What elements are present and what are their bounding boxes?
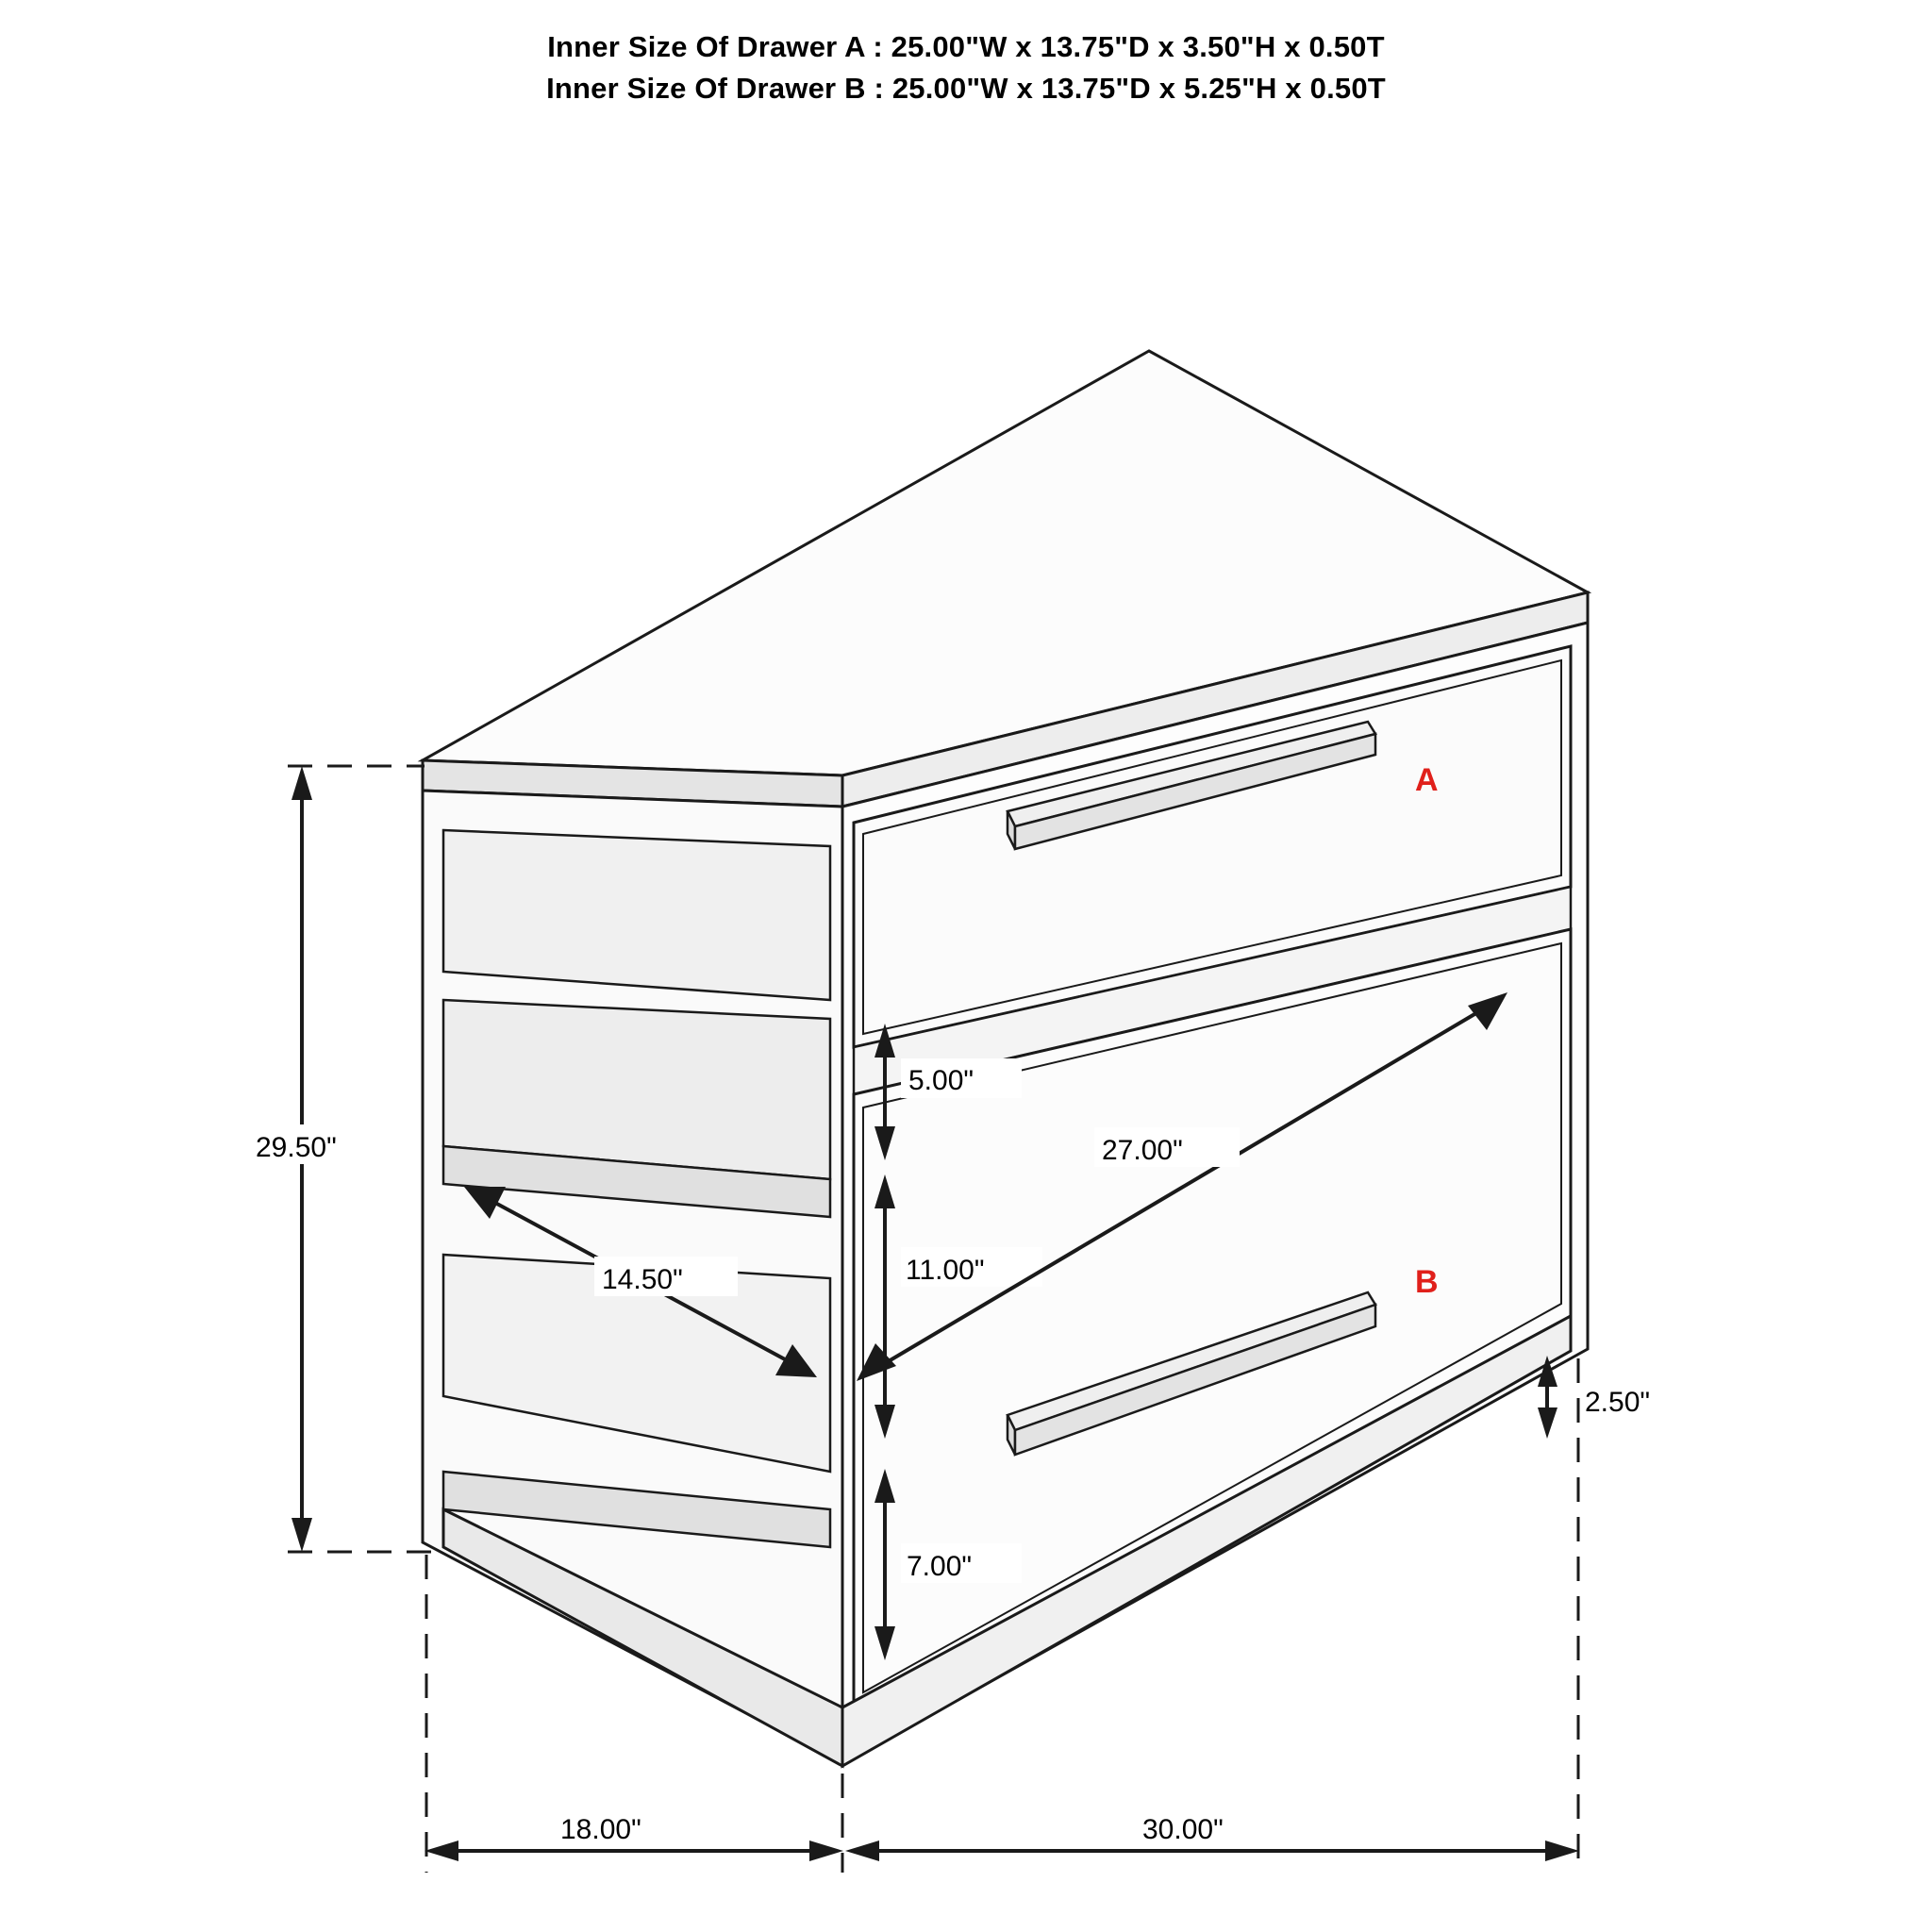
dim-label-base-height: 2.50" bbox=[1585, 1387, 1651, 1418]
dimension-total-height bbox=[241, 766, 439, 1552]
dim-label-drawer-a-inner: 5.00" bbox=[908, 1065, 974, 1096]
dim-label-depth: 18.00" bbox=[560, 1814, 641, 1845]
dim-label-interior-depth: 14.50" bbox=[602, 1264, 683, 1295]
arrow-left-30 bbox=[845, 1840, 879, 1861]
header-line-drawer-b: Inner Size Of Drawer B : 25.00"W x 13.75"D x 5.25"H x 0.50T bbox=[546, 72, 1386, 105]
dimension-base-height bbox=[1538, 1356, 1650, 1873]
drawer-a-label: A bbox=[1415, 762, 1439, 798]
arrow-down-29 bbox=[291, 1518, 312, 1552]
arrow-left-18 bbox=[425, 1840, 458, 1861]
arrow-up-29 bbox=[291, 766, 312, 800]
dim-label-total-height: 29.50" bbox=[256, 1132, 337, 1163]
dim-label-drawer-b-front: 7.00" bbox=[907, 1551, 973, 1582]
dim-label-width: 30.00" bbox=[1142, 1814, 1224, 1845]
arrow-right-30 bbox=[1545, 1840, 1579, 1861]
arrow-down-25 bbox=[1538, 1407, 1557, 1439]
arrow-right-18 bbox=[809, 1840, 843, 1861]
dim-label-interior-width: 27.00" bbox=[1102, 1135, 1183, 1166]
header-line-drawer-a: Inner Size Of Drawer A : 25.00"W x 13.75"D x 3.50"H x 0.50T bbox=[547, 30, 1385, 63]
dim-label-drawer-b-opening: 11.00" bbox=[906, 1255, 985, 1286]
left-side-inner-upper bbox=[443, 830, 830, 1000]
drawer-b-label: B bbox=[1415, 1264, 1439, 1300]
